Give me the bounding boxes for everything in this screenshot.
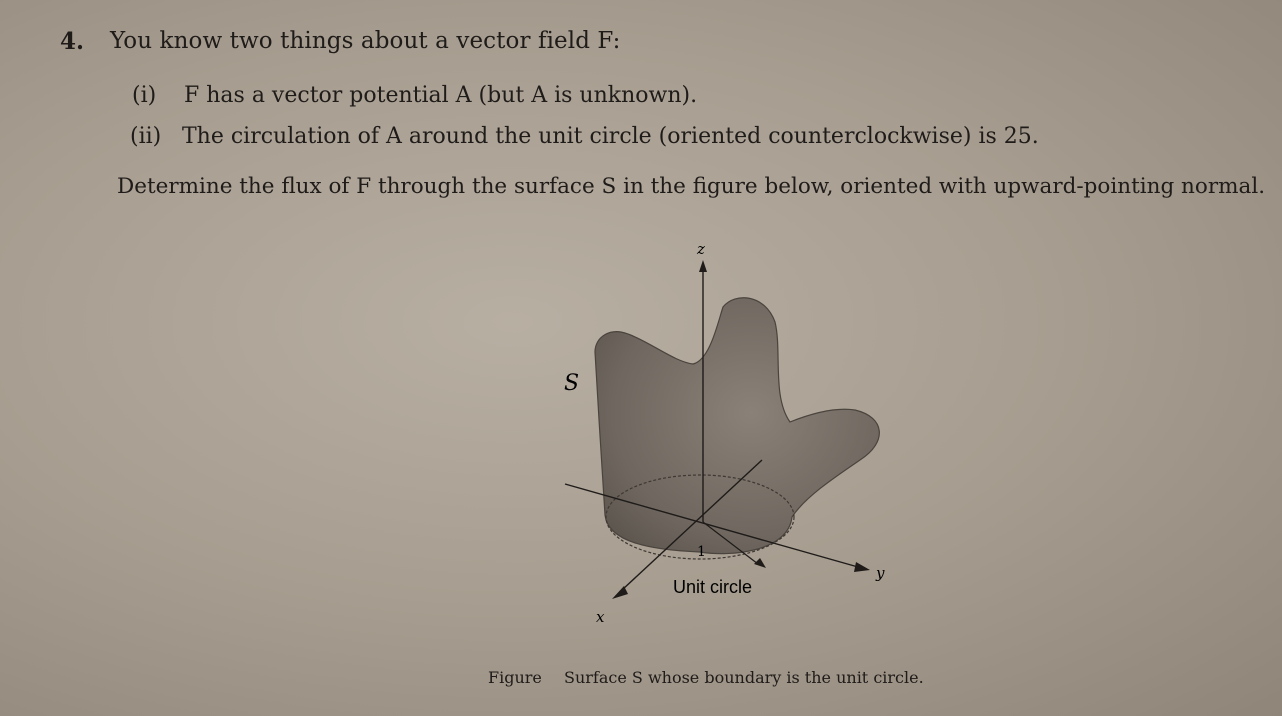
problem-intro: You know two things about a vector field F: [110,28,621,54]
item-i-text: F has a vector potential A (but A is unknown). [184,83,698,108]
x-axis-arrow [612,586,628,599]
item-i [132,83,697,108]
z-axis-arrow [699,260,707,272]
x-axis-label: x [596,608,605,626]
caption-text: Surface S whose boundary is the unit circle. [564,668,924,687]
item-ii-marker: (ii) [130,124,162,149]
surface-s-shape [595,298,879,554]
radius-label: 1 [697,544,706,560]
unit-circle-label: Unit circle [673,577,753,597]
surface-label: S [564,371,580,396]
y-axis-label: y [876,564,885,582]
item-ii [130,124,1039,149]
item-ii-text: The circulation of A around the unit circle (oriented counterclockwise) is 25. [182,124,1039,149]
y-axis-arrow [854,562,870,572]
surface-figure [540,232,900,632]
item-i-marker: (i) [132,83,157,108]
z-axis-label: z [697,240,705,258]
radius-arrow [754,558,766,568]
problem-number: 4. [60,28,85,55]
problem-question: Determine the flux of F through the surface S in the figure below, oriented with upward-pointing normal. [117,174,1266,199]
figure-caption [488,668,924,687]
caption-label: Figure [488,668,542,687]
